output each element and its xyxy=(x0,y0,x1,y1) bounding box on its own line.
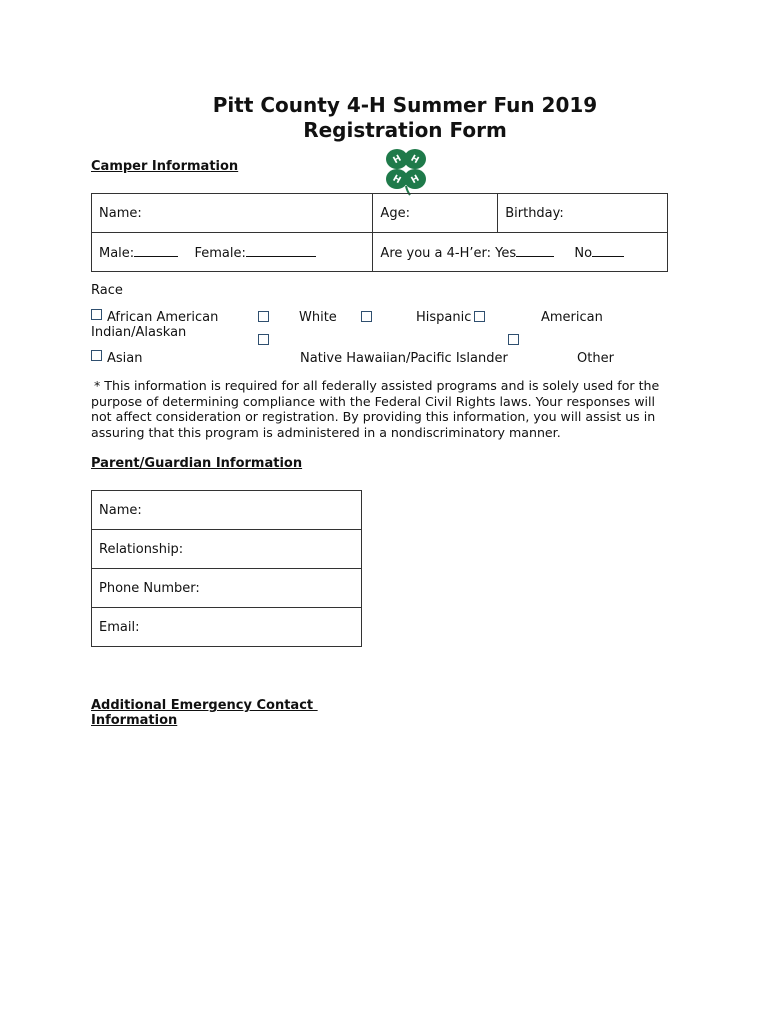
female-blank[interactable] xyxy=(246,244,316,257)
parent-info-table xyxy=(91,490,362,647)
indian-alaskan-label: Indian/Alaskan xyxy=(91,325,187,340)
notice-line-2: purpose of determining compliance with the Federal Civil Rights laws. Your responses will xyxy=(91,393,656,409)
gender-cell xyxy=(92,233,373,272)
camper-birthday-label: Birthday: xyxy=(505,205,564,221)
parent-email-field[interactable] xyxy=(92,608,362,647)
notice-line-1: * This information is required for all federally assisted programs and is solely used for the xyxy=(94,378,660,393)
svg-text:H: H xyxy=(409,173,422,187)
emergency-section-title-line1: Additional Emergency Contact xyxy=(91,698,318,713)
native-hawaiian-checkbox[interactable] xyxy=(258,334,269,345)
parent-email-label: Email: xyxy=(99,619,140,635)
asian-label: Asian xyxy=(107,351,143,366)
notice-line-3: not affect consideration or registration. By providing this information, you will assist us in xyxy=(91,409,656,424)
four-h-question: Are you a 4-H’er: Yes xyxy=(380,245,517,261)
asian-checkbox[interactable] xyxy=(91,350,102,361)
parent-section-title: Parent/Guardian Information xyxy=(91,456,303,471)
svg-text:H: H xyxy=(408,153,421,167)
hispanic-checkbox[interactable] xyxy=(361,311,372,322)
four-h-no-label: No xyxy=(574,245,593,261)
civil-rights-notice xyxy=(91,378,671,440)
male-label: Male: xyxy=(99,245,135,261)
svg-text:H: H xyxy=(391,153,404,167)
parent-name-label: Name: xyxy=(99,502,142,518)
parent-relationship-label: Relationship: xyxy=(99,541,184,557)
parent-phone-field[interactable] xyxy=(92,569,362,608)
parent-phone-label: Phone Number: xyxy=(99,580,200,596)
form-title-line1: Pitt County 4-H Summer Fun 2019 xyxy=(212,93,598,117)
camper-age-label: Age: xyxy=(380,205,410,221)
four-leaf-clover-4h-icon xyxy=(382,146,430,196)
four-h-cell xyxy=(373,233,668,272)
african-american-label: African American xyxy=(107,310,219,325)
four-h-no-blank[interactable] xyxy=(592,244,624,257)
notice-line-4: assuring that this program is administered in a nondiscriminatory manner. xyxy=(91,424,561,440)
form-title-line2: Registration Form xyxy=(303,118,507,142)
white-label: White xyxy=(299,310,337,325)
camper-birthday-field[interactable] xyxy=(498,194,668,233)
race-label: Race xyxy=(91,283,123,298)
other-checkbox[interactable] xyxy=(508,334,519,345)
four-h-yes-blank[interactable] xyxy=(516,244,554,257)
camper-age-field[interactable] xyxy=(373,194,498,233)
african-american-checkbox[interactable] xyxy=(91,309,102,320)
native-hawaiian-label: Native Hawaiian/Pacific Islander xyxy=(300,351,508,366)
american-label: American xyxy=(541,310,603,325)
svg-text:H: H xyxy=(390,173,403,187)
parent-relationship-field[interactable] xyxy=(92,530,362,569)
camper-name-label: Name: xyxy=(99,205,142,221)
hispanic-label: Hispanic xyxy=(416,310,472,325)
other-label: Other xyxy=(577,351,614,366)
emergency-section-title-line2: Information xyxy=(91,713,178,728)
parent-name-field[interactable] xyxy=(92,491,362,530)
camper-info-table xyxy=(91,193,668,272)
white-checkbox[interactable] xyxy=(258,311,269,322)
male-blank[interactable] xyxy=(134,244,178,257)
female-label: Female: xyxy=(194,245,246,261)
camper-section-title: Camper Information xyxy=(91,159,239,174)
camper-name-field[interactable] xyxy=(92,194,373,233)
american-indian-checkbox[interactable] xyxy=(474,311,485,322)
